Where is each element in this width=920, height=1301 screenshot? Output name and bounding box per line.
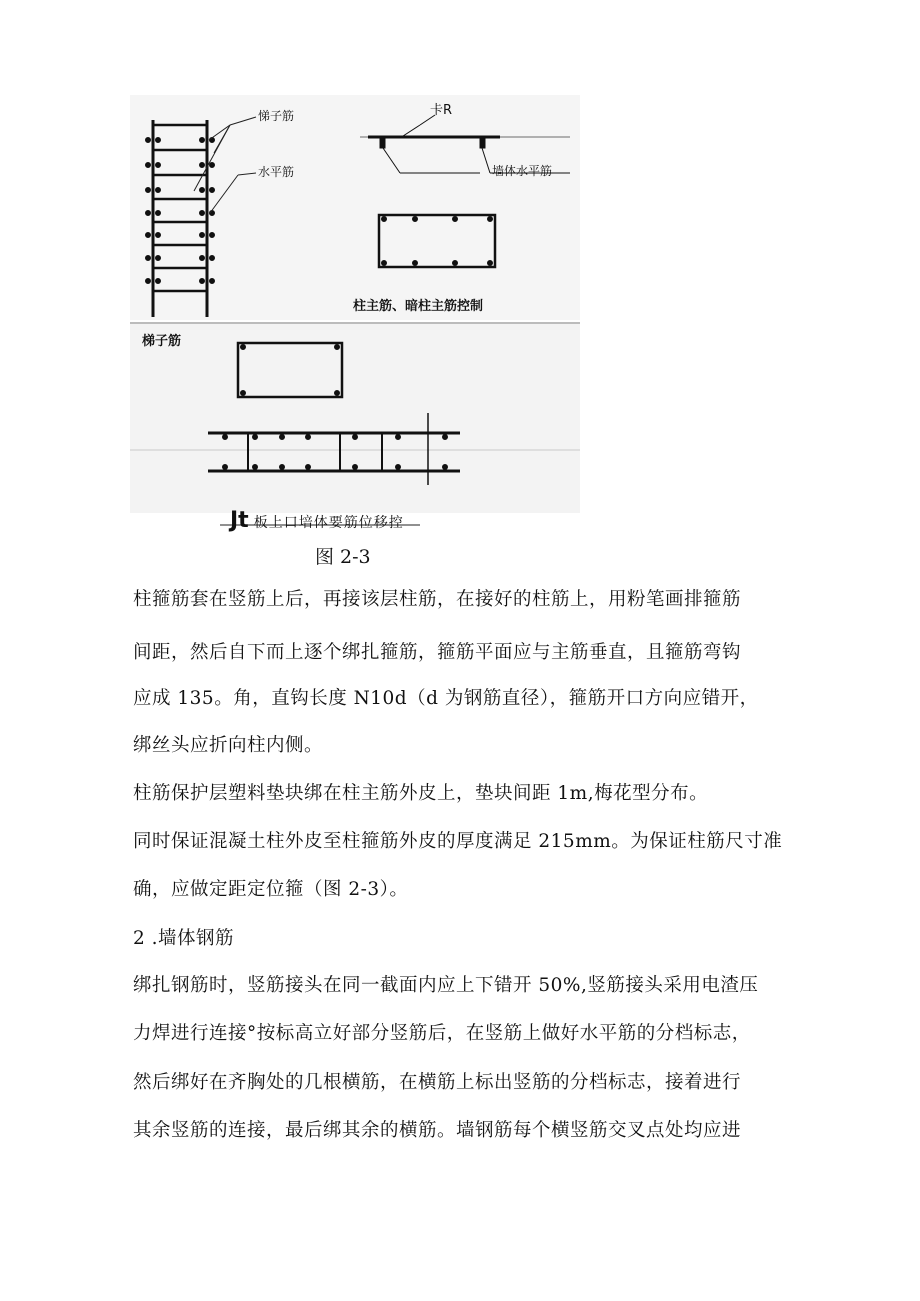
ladder-title: 梯子筋 bbox=[142, 334, 182, 349]
body-line-12: 其余竖筋的连接，最后绑其余的横筋。墙钢筋每个横竖筋交叉点处均应进 bbox=[133, 1120, 742, 1141]
body-line-1: 柱箍筋套在竖筋上后，再接该层柱筋，在接好的柱筋上，用粉笔画排箍筋 bbox=[133, 589, 742, 610]
caption-prefix: Jt bbox=[230, 508, 249, 533]
bottom-panel-bg bbox=[130, 323, 580, 513]
figure-caption bbox=[230, 508, 404, 533]
rebar-drawing bbox=[130, 95, 580, 540]
body-line-10: 力焊进行连接°按标高立好部分竖筋后，在竖筋上做好水平筋的分档标志， bbox=[133, 1023, 751, 1044]
top-panel-bg bbox=[130, 95, 580, 320]
body-line-9: 绑扎钢筋时，竖筋接头在同一截面内应上下错开 50%,竖筋接头采用电渣压 bbox=[133, 975, 759, 996]
body-line-6: 同时保证混凝土柱外皮至柱箍筋外皮的厚度满足 215mm。为保证柱筋尺寸准 bbox=[133, 831, 783, 852]
figure-number: 图 2-3 bbox=[315, 546, 371, 568]
body-line-2: 间距，然后自下而上逐个绑扎箍筋，箍筋平面应与主筋垂直，且箍筋弯钩 bbox=[133, 642, 742, 663]
section-heading: 2 .墙体钢筋 bbox=[133, 928, 235, 949]
body-line-3: 应成 135。角，直钩长度 N10d（d 为钢筋直径），箍筋开口方向应错开， bbox=[133, 688, 759, 709]
wall-horizontal-bar-label: 墙体水平筋 bbox=[492, 164, 553, 178]
body-line-5: 柱筋保护层塑料垫块绑在柱主筋外皮上，垫块间距 1m,梅花型分布。 bbox=[133, 783, 709, 804]
horizontal-bar-label: 水平筋 bbox=[258, 165, 295, 179]
clip-label: 卡R bbox=[430, 103, 453, 118]
column-control-title: 柱主筋、暗柱主筋控制 bbox=[353, 299, 484, 314]
body-line-11: 然后绑好在齐胸处的几根横筋，在横筋上标出竖筋的分档标志，接着进行 bbox=[133, 1072, 742, 1093]
caption-text: 板上口培体要筋位移控 bbox=[253, 515, 404, 531]
ladder-bar-label: 悌子筋 bbox=[258, 109, 295, 123]
rebar-figure bbox=[130, 95, 580, 540]
body-line-7: 确，应做定距定位箍（图 2-3）。 bbox=[133, 879, 409, 900]
body-line-4: 绑丝头应折向柱内侧。 bbox=[133, 735, 324, 756]
